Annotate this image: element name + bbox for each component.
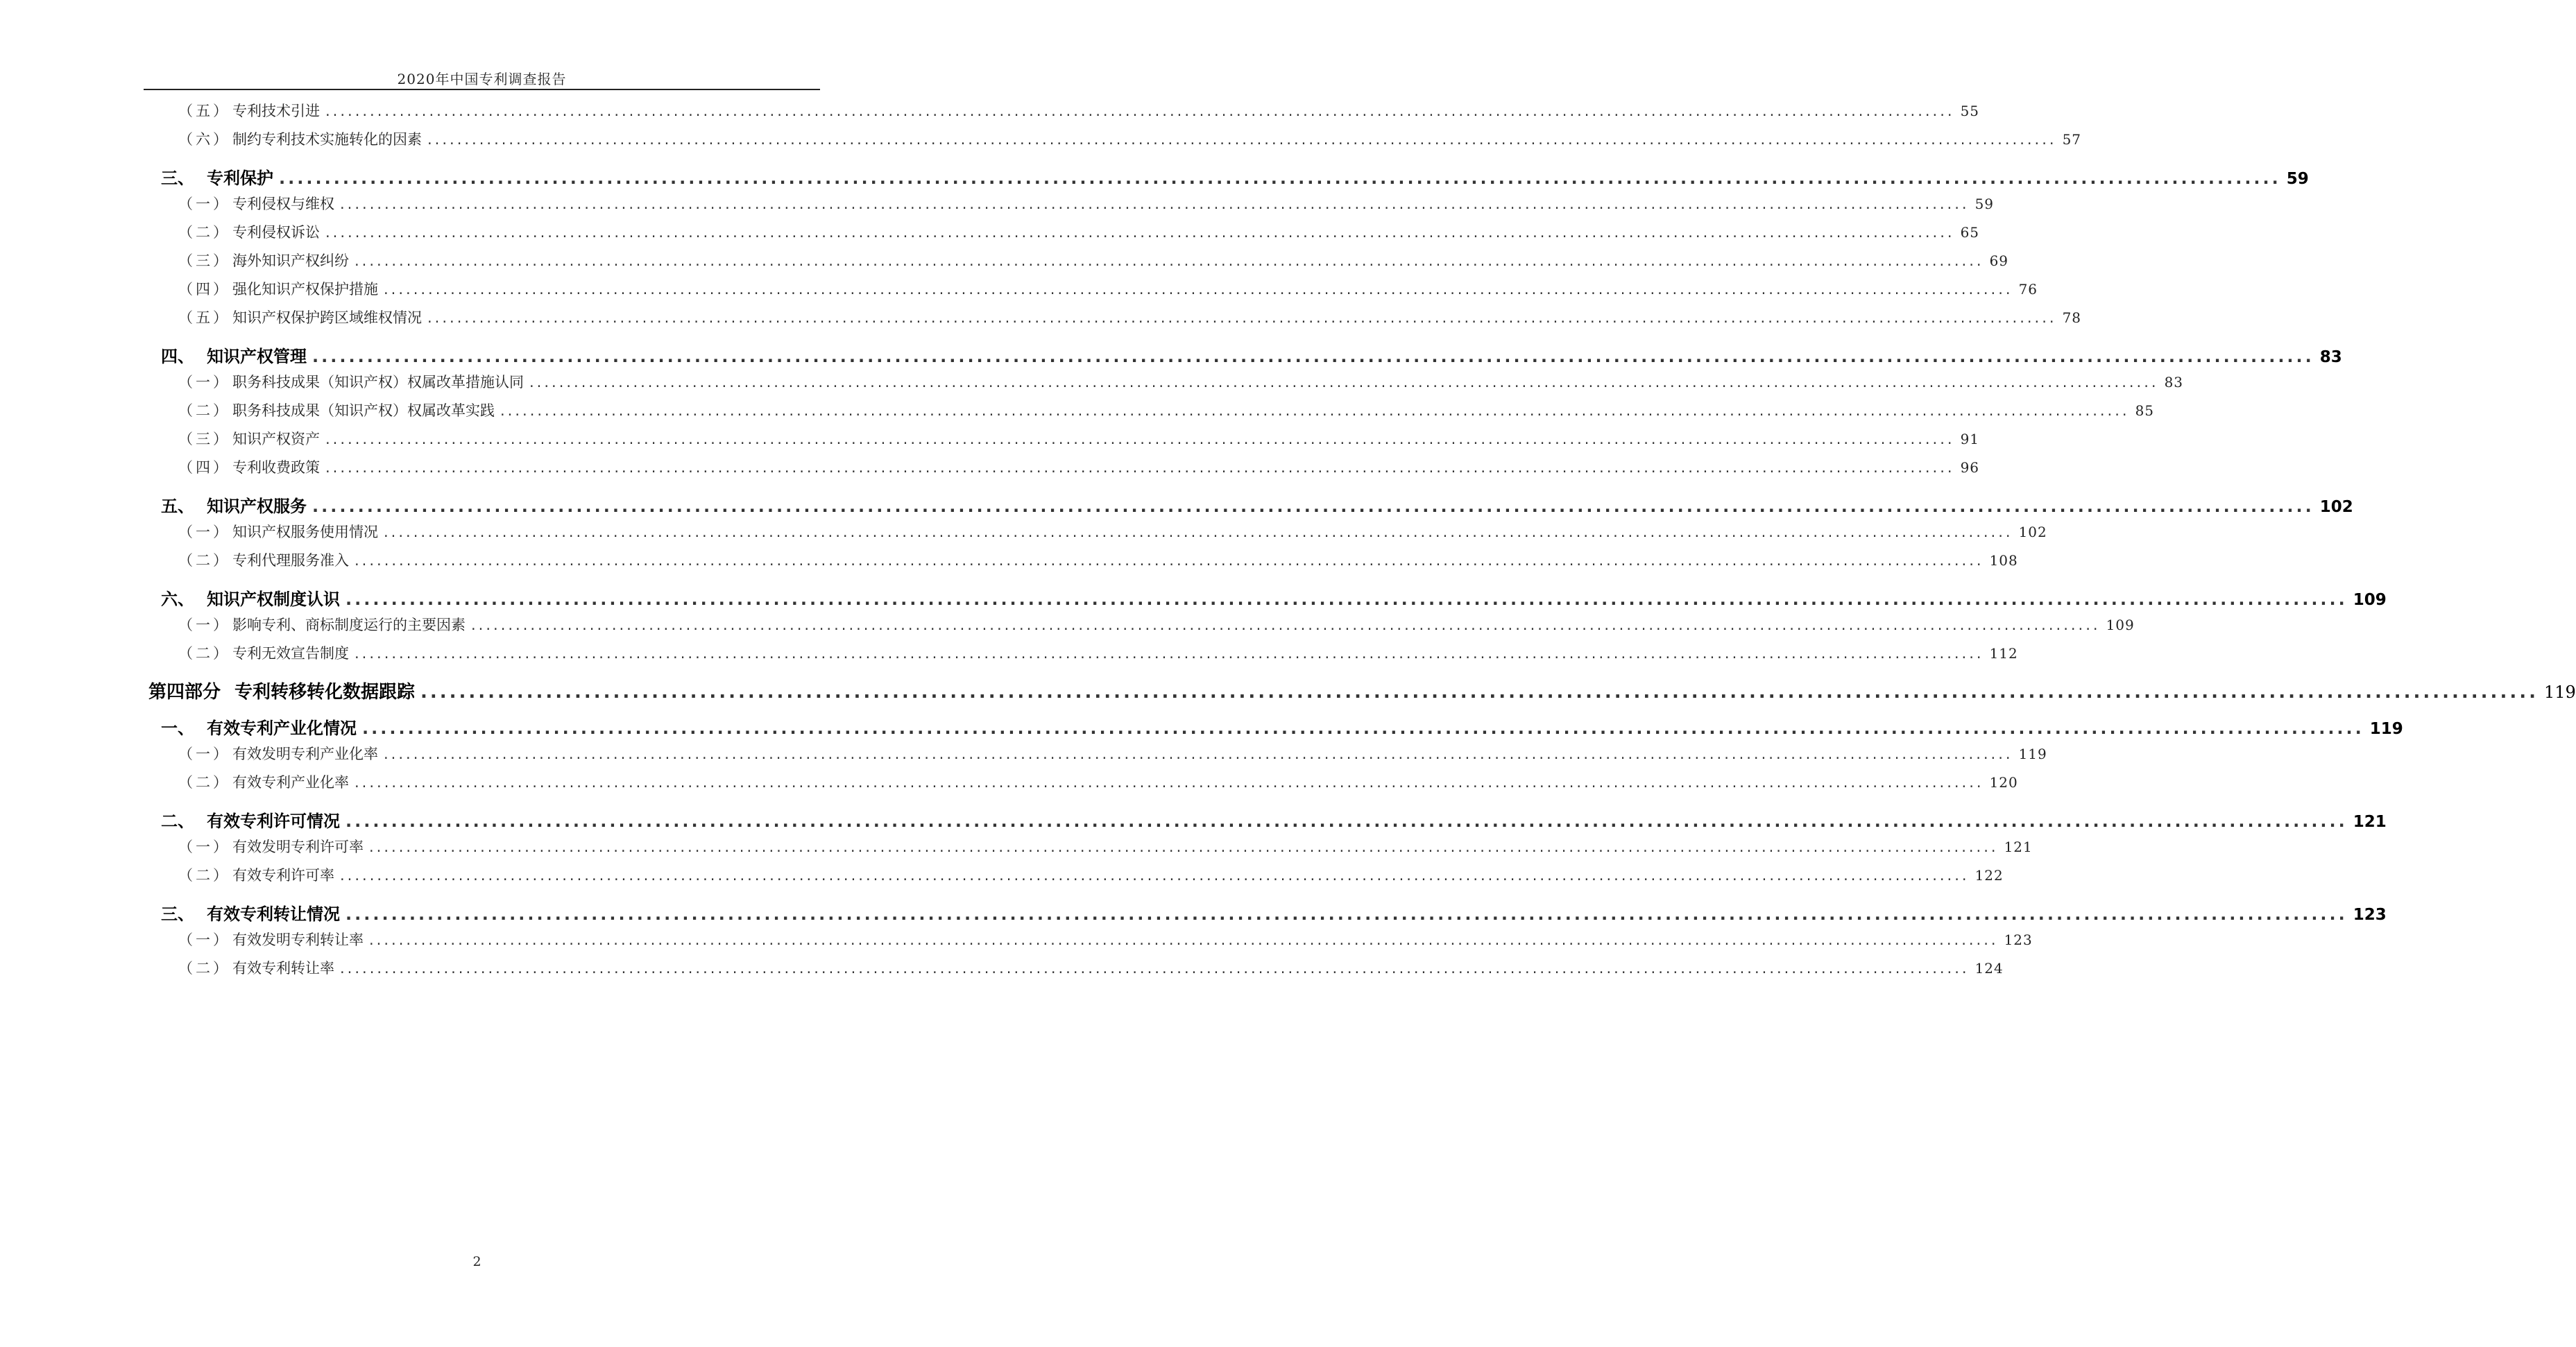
toc-entry-number: （一） xyxy=(178,524,230,540)
toc-entry-title: 有效发明专利许可率 xyxy=(232,839,364,855)
toc-entry-page: 85 xyxy=(2135,402,2155,419)
toc-section-entry[interactable] xyxy=(178,771,2018,792)
dot-leader: ............................................................................................................................................................................................................................ xyxy=(384,281,2013,298)
toc-entry-page: 78 xyxy=(2062,309,2082,326)
toc-entry-number: （二） xyxy=(178,867,230,884)
toc-entry-number: （二） xyxy=(178,224,230,241)
toc-entry-title: 有效专利转让率 xyxy=(232,960,334,977)
dot-leader: ............................................................................................................................................................................................................................ xyxy=(325,431,1955,447)
dot-leader: ............................................................................................................................................................................................................................ xyxy=(529,374,2159,391)
toc-section-entry[interactable] xyxy=(178,250,2009,271)
dot-leader: ............................................................................................................................................................................................................................ xyxy=(312,497,2314,516)
toc-entry-title: 有效专利许可情况 xyxy=(207,812,340,831)
toc-entry-title: 专利保护 xyxy=(207,169,273,188)
dot-leader: ............................................................................................................................................................................................................................ xyxy=(369,839,1999,855)
toc-chapter-entry[interactable] xyxy=(161,164,2309,189)
toc-entry-page: 119 xyxy=(2018,746,2047,762)
dot-leader: ............................................................................................................................................................................................................................ xyxy=(427,131,2057,148)
toc-entry-page: 59 xyxy=(2286,170,2309,188)
toc-section-entry[interactable] xyxy=(178,864,2004,885)
toc-entry-page: 119 xyxy=(2543,683,2576,702)
dot-leader: ............................................................................................................................................................................................................................ xyxy=(355,252,1984,269)
dot-leader: ............................................................................................................................................................................................................................ xyxy=(355,645,1984,662)
toc-chapter-entry[interactable] xyxy=(161,585,2387,610)
toc-entry-page: 55 xyxy=(1960,103,1980,119)
dot-leader: ............................................................................................................................................................................................................................ xyxy=(384,746,2013,762)
toc-entry-page: 124 xyxy=(1974,960,2004,977)
toc-entry-number: （一） xyxy=(178,839,230,855)
toc-entry-page: 109 xyxy=(2353,591,2387,609)
toc-entry-page: 119 xyxy=(2369,720,2403,738)
dot-leader: ............................................................................................................................................................................................................................ xyxy=(420,682,2539,703)
toc-section-entry[interactable] xyxy=(178,456,1980,477)
dot-leader: ............................................................................................................................................................................................................................ xyxy=(384,524,2013,540)
toc-entry-title: 知识产权制度认识 xyxy=(207,590,340,609)
toc-section-entry[interactable] xyxy=(178,400,2155,420)
toc-section-entry[interactable] xyxy=(178,221,1980,242)
dot-leader: ............................................................................................................................................................................................................................ xyxy=(500,402,2130,419)
toc-entry-number: （二） xyxy=(178,552,230,569)
toc-entry-title: 有效发明专利产业化率 xyxy=(232,746,378,762)
dot-leader: ............................................................................................................................................................................................................................ xyxy=(346,812,2348,831)
toc-section-entry[interactable] xyxy=(178,193,1995,214)
toc-entry-page: 109 xyxy=(2106,617,2135,633)
toc-entry-page: 57 xyxy=(2062,131,2082,148)
toc-entry-page: 96 xyxy=(1960,459,1980,476)
toc-entry-title: 有效专利转让情况 xyxy=(207,904,340,924)
toc-section-entry[interactable] xyxy=(178,128,2082,149)
page-number: 2 xyxy=(472,1254,481,1269)
running-header: 2020年中国专利调查报告 xyxy=(397,71,567,87)
toc-entry-title: 知识产权保护跨区域维权情况 xyxy=(232,309,422,326)
toc-section-entry[interactable] xyxy=(178,371,2184,392)
toc-entry-title: 专利代理服务准入 xyxy=(232,552,349,569)
dot-leader: ............................................................................................................................................................................................................................ xyxy=(427,309,2057,326)
toc-entry-number: （三） xyxy=(178,431,230,447)
toc-entry-number: （六） xyxy=(178,131,230,148)
toc-entry-number: （二） xyxy=(178,645,230,662)
toc-entry-page: 91 xyxy=(1960,431,1980,447)
toc-section-entry[interactable] xyxy=(178,743,2047,764)
toc-section-entry[interactable] xyxy=(178,307,2082,327)
toc-entry-page: 102 xyxy=(2018,524,2047,540)
toc-entry-title: 专利无效宣告制度 xyxy=(232,645,349,662)
toc-chapter-entry[interactable] xyxy=(161,492,2353,517)
toc-entry-page: 76 xyxy=(2018,281,2038,298)
toc-entry-number: （一） xyxy=(178,374,230,391)
dot-leader: ............................................................................................................................................................................................................................ xyxy=(369,932,1999,948)
toc-entry-number: 五、 xyxy=(161,497,194,516)
toc-entry-number: （二） xyxy=(178,774,230,791)
toc-entry-title: 知识产权管理 xyxy=(207,347,307,366)
toc-entry-number: 三、 xyxy=(161,169,194,188)
toc-entry-number: （三） xyxy=(178,252,230,269)
toc-entry-page: 112 xyxy=(1989,645,2018,662)
toc-entry-number: （二） xyxy=(178,402,230,419)
toc-entry-title: 知识产权服务 xyxy=(207,497,307,516)
dot-leader: ............................................................................................................................................................................................................................ xyxy=(355,552,1984,569)
toc-section-entry[interactable] xyxy=(178,929,2033,950)
dot-leader: ............................................................................................................................................................................................................................ xyxy=(346,590,2348,609)
toc-entry-title: 知识产权资产 xyxy=(232,431,320,447)
dot-leader: ............................................................................................................................................................................................................................ xyxy=(312,347,2314,366)
toc-section-entry[interactable] xyxy=(178,836,2033,857)
toc-entry-title: 专利技术引进 xyxy=(232,103,320,119)
toc-entry-title: 职务科技成果（知识产权）权属改革实践 xyxy=(232,402,495,419)
toc-entry-page: 83 xyxy=(2164,374,2184,391)
dot-leader: ............................................................................................................................................................................................................................ xyxy=(325,459,1955,476)
toc-entry-number: 一、 xyxy=(161,719,194,738)
toc-entry-number: （一） xyxy=(178,932,230,948)
toc-entry-title: 影响专利、商标制度运行的主要因素 xyxy=(232,617,466,633)
toc-entry-page: 121 xyxy=(2004,839,2033,855)
toc-chapter-entry[interactable] xyxy=(161,714,2403,739)
toc-section-entry[interactable] xyxy=(178,642,2018,663)
toc-entry-page: 83 xyxy=(2319,348,2342,366)
toc-entry-title: 职务科技成果（知识产权）权属改革措施认同 xyxy=(232,374,524,391)
toc-chapter-entry[interactable] xyxy=(161,900,2387,925)
toc-entry-page: 108 xyxy=(1989,552,2018,569)
toc-entry-number: 第四部分 xyxy=(148,682,221,703)
dot-leader: ............................................................................................................................................................................................................................ xyxy=(340,867,1970,884)
dot-leader: ............................................................................................................................................................................................................................ xyxy=(340,960,1970,977)
toc-entry-title: 有效专利许可率 xyxy=(232,867,334,884)
toc-section-entry[interactable] xyxy=(178,549,2018,570)
toc-entry-title: 海外知识产权纠纷 xyxy=(232,252,349,269)
dot-leader: ............................................................................................................................................................................................................................ xyxy=(362,719,2364,738)
toc-entry-number: （四） xyxy=(178,281,230,298)
toc-entry-number: （一） xyxy=(178,196,230,212)
toc-entry-number: 三、 xyxy=(161,904,194,924)
toc-entry-title: 有效专利产业化情况 xyxy=(207,719,357,738)
toc-entry-title: 有效专利产业化率 xyxy=(232,774,349,791)
toc-entry-title: 有效发明专利转让率 xyxy=(232,932,364,948)
toc-entry-page: 59 xyxy=(1974,196,1995,212)
toc-entry-number: （五） xyxy=(178,309,230,326)
toc-entry-number: （二） xyxy=(178,960,230,977)
toc-entry-number: 四、 xyxy=(161,347,194,366)
dot-leader: ............................................................................................................................................................................................................................ xyxy=(279,169,2281,188)
toc-entry-page: 69 xyxy=(1989,252,2009,269)
toc-entry-title: 制约专利技术实施转化的因素 xyxy=(232,131,422,148)
toc-entry-number: 六、 xyxy=(161,590,194,609)
toc-entry-page: 102 xyxy=(2319,498,2353,516)
toc-entry-title: 专利收费政策 xyxy=(232,459,320,476)
toc-entry-number: （四） xyxy=(178,459,230,476)
toc-section-entry[interactable] xyxy=(178,428,1980,449)
dot-leader: ............................................................................................................................................................................................................................ xyxy=(325,103,1955,119)
toc-entry-page: 65 xyxy=(1960,224,1980,241)
dot-leader: ............................................................................................................................................................................................................................ xyxy=(471,617,2101,633)
toc-entry-title: 专利侵权诉讼 xyxy=(232,224,320,241)
toc-section-entry[interactable] xyxy=(178,957,2004,978)
dot-leader: ............................................................................................................................................................................................................................ xyxy=(355,774,1984,791)
toc-chapter-entry[interactable] xyxy=(161,343,2342,367)
toc-entry-number: 二、 xyxy=(161,812,194,831)
toc-entry-title: 知识产权服务使用情况 xyxy=(232,524,378,540)
toc-entry-title: 强化知识产权保护措施 xyxy=(232,281,378,298)
toc-section-entry[interactable] xyxy=(178,614,2135,635)
toc-entry-title: 专利转移转化数据跟踪 xyxy=(234,682,416,703)
toc-section-entry[interactable] xyxy=(178,100,1980,121)
toc-chapter-entry[interactable] xyxy=(161,807,2387,832)
toc-entry-number: （一） xyxy=(178,746,230,762)
toc-entry-page: 123 xyxy=(2004,932,2033,948)
toc-entry-title: 专利侵权与维权 xyxy=(232,196,334,212)
toc-entry-number: （五） xyxy=(178,103,230,119)
dot-leader: ............................................................................................................................................................................................................................ xyxy=(346,904,2348,924)
toc-section-entry[interactable] xyxy=(178,278,2038,299)
toc-section-entry[interactable] xyxy=(178,521,2047,542)
toc-entry-page: 120 xyxy=(1989,774,2018,791)
toc-entry-number: （一） xyxy=(178,617,230,633)
dot-leader: ............................................................................................................................................................................................................................ xyxy=(325,224,1955,241)
toc-entry-page: 122 xyxy=(1974,867,2004,884)
toc-entry-page: 121 xyxy=(2353,813,2387,831)
toc-entry-page: 123 xyxy=(2353,906,2387,924)
dot-leader: ............................................................................................................................................................................................................................ xyxy=(340,196,1970,212)
toc-part-entry[interactable] xyxy=(148,678,2576,703)
